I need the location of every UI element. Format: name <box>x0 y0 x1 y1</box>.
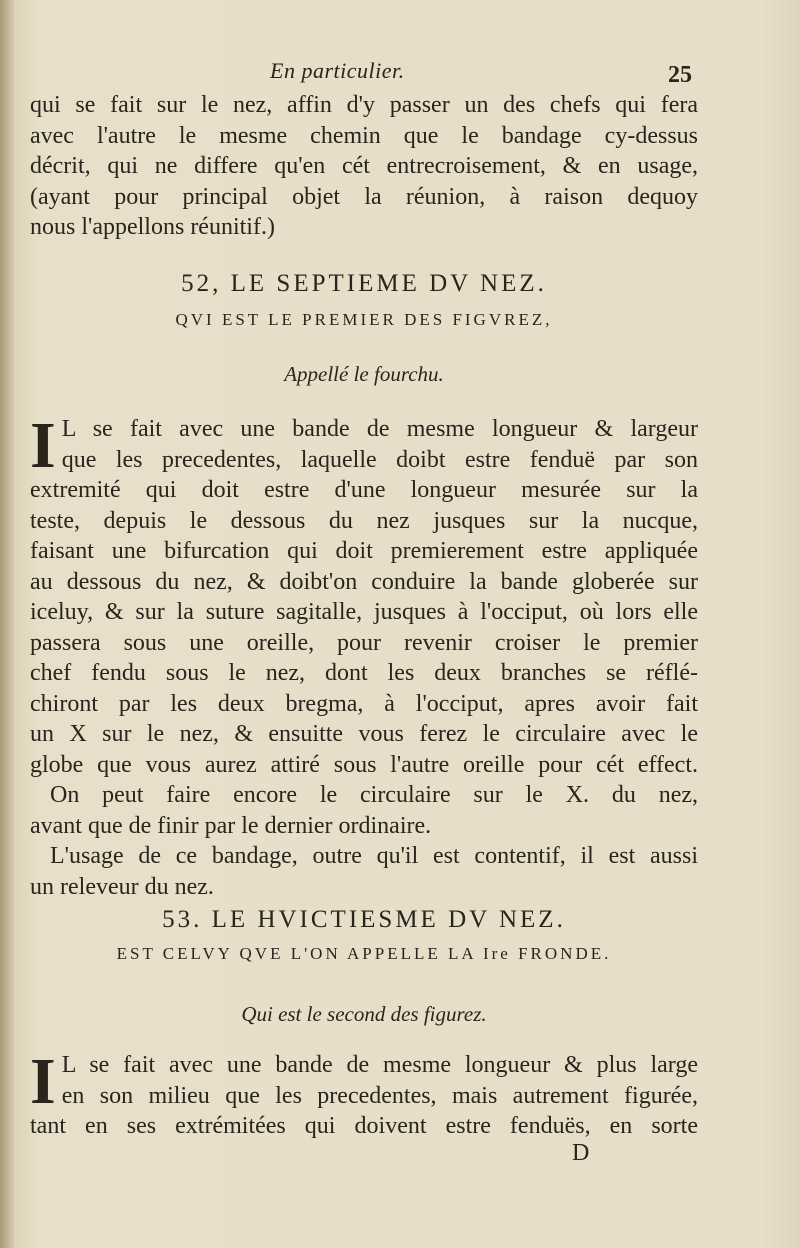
text-line: chef fendu sous le nez, dont les deux branches se réflé- <box>30 660 698 686</box>
text-line: faisant une bifurcation qui doit premierement estre appliquée <box>30 538 698 564</box>
text-line: décrit, qui ne differe qu'en cét entrecroisement, & en usage, <box>30 153 698 179</box>
text-line: L'usage de ce bandage, outre qu'il est contentif, il est aussi <box>50 843 698 869</box>
text-line: un X sur le nez, & ensuitte vous ferez le circulaire avec le <box>30 721 698 747</box>
text-line: nous l'appellons réunitif.) <box>30 214 275 240</box>
text-line: qui se fait sur le nez, affin d'y passer un des chefs qui fera <box>30 92 698 118</box>
text-line: que les precedentes, laquelle doibt estre fenduë par son <box>61 446 698 473</box>
text-line: On peut faire encore le circulaire sur le X. du nez, <box>50 782 698 808</box>
text-line: (ayant pour principal objet la réunion, à raison dequoy <box>30 183 698 210</box>
section-52-subheading: QVI EST LE PREMIER DES FIGVREZ, <box>175 310 553 329</box>
page-number: 25 <box>668 62 692 88</box>
text-line: tant en ses extrémitées qui doivent estre fenduës, en sorte <box>30 1113 698 1139</box>
text-line: un releveur du nez. <box>30 873 214 900</box>
section-52-caption: Appellé le fourchu. <box>284 362 444 386</box>
text-line: avec l'autre le mesme chemin que le bandage cy-dessus <box>30 122 698 149</box>
section-52-body <box>30 409 698 902</box>
text-line: L se fait avec une bande de mesme longueur & plus large <box>61 1052 698 1078</box>
text-line: en son milieu que les precedentes, mais autrement figurée, <box>61 1082 698 1109</box>
intro-paragraph <box>30 90 698 243</box>
section-53-heading: 53. LE HVICTIESME DV NEZ. <box>162 906 566 933</box>
text-line: au dessous du nez, & doibt'on conduire la bande globerée sur <box>30 568 698 595</box>
drop-cap: I <box>30 409 56 482</box>
text-line: teste, depuis le dessous du nez jusques sur la nucque, <box>30 507 698 534</box>
drop-cap: I <box>30 1045 56 1118</box>
text-line: chiront par les deux bregma, à l'occiput, apres avoir fait <box>30 690 698 717</box>
running-head: En particulier. <box>270 58 405 83</box>
text-line: extremité qui doit estre d'une longueur mesurée sur la <box>30 477 698 503</box>
section-52-heading: 52, LE SEPTIEME DV NEZ. <box>181 270 547 297</box>
text-line: iceluy, & sur la suture sagitalle, jusques à l'occiput, où lors elle <box>30 599 698 625</box>
section-53-subheading: EST CELVY QVE L'ON APPELLE LA Ire FRONDE. <box>116 944 612 963</box>
section-53-body <box>30 1045 698 1142</box>
book-gutter <box>0 0 14 1248</box>
text-line: passera sous une oreille, pour revenir croiser le premier <box>30 629 698 656</box>
section-53-caption: Qui est le second des figurez. <box>241 1002 487 1026</box>
signature-mark: D <box>572 1140 590 1166</box>
text-line: L se fait avec une bande de mesme longueur & largeur <box>61 416 698 442</box>
text-line: avant que de finir par le dernier ordinaire. <box>30 812 432 839</box>
text-line: globe que vous aurez attiré sous l'autre oreille pour cét effect. <box>30 751 698 778</box>
